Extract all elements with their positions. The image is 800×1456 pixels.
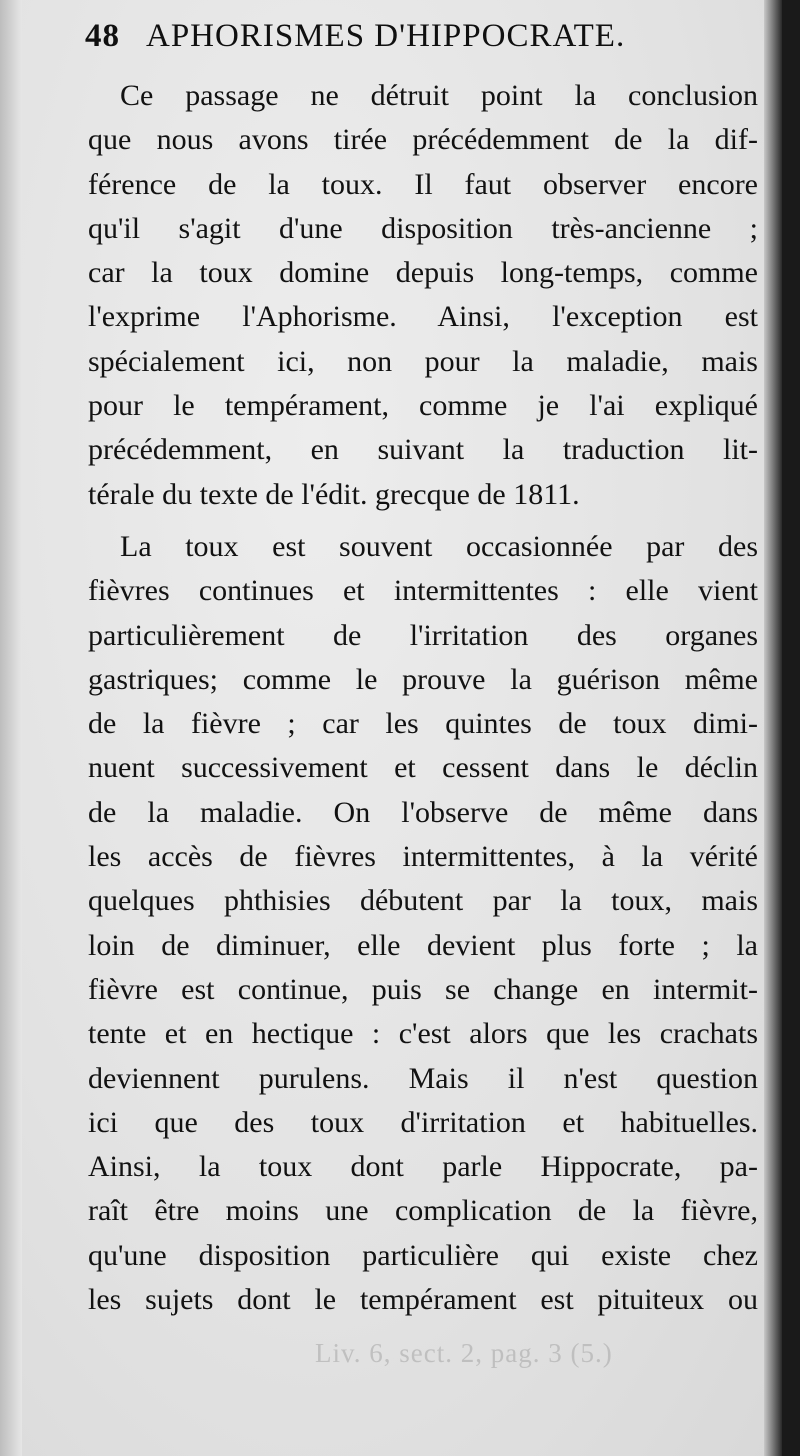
text-line: l'exprime l'Aphorisme. Ainsi, l'exception est (88, 300, 758, 334)
text-line: les accès de fièvres intermittentes, à la vérité (88, 840, 758, 874)
text-line: les sujets dont le tempérament est pituiteux ou (88, 1283, 758, 1317)
text-line: fièvres continues et intermittentes : elle vient (88, 574, 758, 608)
page-edge-shadow (764, 0, 782, 1456)
text-line: fièvre est continue, puis se change en intermit- (88, 972, 758, 1006)
text-line: raît être moins une complication de la fièvre, (88, 1194, 758, 1228)
text-line: La toux est souvent occasionnée par des (120, 529, 758, 563)
page-gutter-shadow (0, 0, 22, 1456)
running-header (85, 18, 672, 68)
text-line: pour le tempérament, comme je l'ai expliqué (88, 389, 758, 423)
body-text (88, 74, 758, 1322)
text-line: nuent successivement et cessent dans le déclin (88, 751, 758, 785)
text-line: qu'il s'agit d'une disposition très-ancienne ; (88, 211, 758, 245)
text-line: quelques phthisies débutent par la toux, mais (88, 884, 758, 918)
text-line: particulièrement de l'irritation des organes (88, 618, 758, 652)
bleed-through-text: Liv. 6, sect. 2, pag. 3 (5.) (315, 1338, 613, 1368)
text-line: qu'une disposition particulière qui existe chez (88, 1238, 758, 1272)
text-line: spécialement ici, non pour la maladie, mais (88, 344, 758, 378)
text-line: que nous avons tirée précédemment de la dif- (88, 123, 758, 157)
paragraph (88, 74, 758, 517)
text-line: térale du texte de l'édit. grecque de 1811. (88, 477, 580, 511)
text-line: deviennent purulens. Mais il n'est question (88, 1061, 758, 1095)
text-line: Ainsi, la toux dont parle Hippocrate, pa- (88, 1150, 758, 1184)
text-line: ici que des toux d'irritation et habituelles. (88, 1105, 758, 1139)
text-line: Ce passage ne détruit point la conclusion (120, 79, 758, 112)
text-line: de la fièvre ; car les quintes de toux dimi- (88, 707, 758, 741)
text-line: précédemment, en suivant la traduction lit- (88, 433, 758, 467)
paragraph-gap (88, 517, 758, 525)
text-line: car la toux domine depuis long-temps, comme (88, 256, 758, 290)
text-line: gastriques; comme le prouve la guérison même (88, 662, 758, 696)
paragraph (88, 525, 758, 1322)
text-line: loin de diminuer, elle devient plus forte ; la (88, 928, 758, 962)
text-line: férence de la toux. Il faut observer encore (88, 167, 758, 201)
page-number: 48 (85, 18, 120, 54)
text-line: tente et en hectique : c'est alors que les crachats (88, 1017, 758, 1051)
running-title: APHORISMES D'HIPPOCRATE. (146, 18, 626, 54)
text-line: de la maladie. On l'observe de même dans (88, 795, 758, 829)
